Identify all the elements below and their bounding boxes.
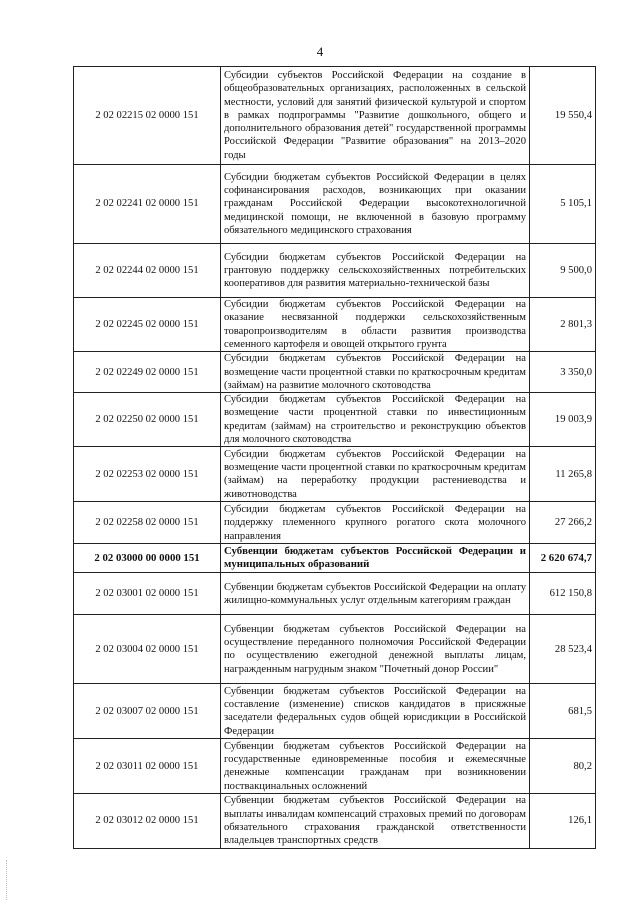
table-row — [74, 244, 596, 298]
table-row — [74, 739, 596, 794]
row-amount: 681,5 — [530, 684, 596, 739]
table-row — [74, 502, 596, 544]
row-amount: 3 350,0 — [530, 352, 596, 393]
table-row — [74, 794, 596, 848]
budget-code: 2 02 02250 02 0000 151 — [74, 393, 221, 447]
budget-code: 2 02 02215 02 0000 151 — [74, 67, 221, 165]
budget-code: 2 02 03011 02 0000 151 — [74, 739, 221, 794]
row-description: Субсидии бюджетам субъектов Российской Федерации на возмещение части процентной ставки по краткосрочным кредитам (займам) на развитие молочного скотоводства — [221, 352, 530, 393]
budget-code: 2 02 02258 02 0000 151 — [74, 502, 221, 544]
row-amount: 27 266,2 — [530, 502, 596, 544]
row-description: Субвенции бюджетам субъектов Российской Федерации на выплаты инвалидам компенсаций страховых премий по договорам обязательного страхования гражданской ответственности владельцев транспортных средств — [221, 794, 530, 848]
row-amount: 126,1 — [530, 794, 596, 848]
table-row — [74, 393, 596, 447]
budget-code: 2 02 02241 02 0000 151 — [74, 165, 221, 244]
budget-code: 2 02 03001 02 0000 151 — [74, 573, 221, 615]
row-amount: 612 150,8 — [530, 573, 596, 615]
row-description: Субсидии бюджетам субъектов Российской Федерации на возмещение части процентной ставки по инвестиционным кредитам (займам) на строительство и реконструкцию объектов для молочного скотоводства — [221, 393, 530, 447]
row-description: Субвенции бюджетам субъектов Российской Федерации на составление (изменение) списков кандидатов в присяжные заседатели федеральных судов общей юрисдикции в Российской Федерации — [221, 684, 530, 739]
row-amount: 80,2 — [530, 739, 596, 794]
row-amount: 2 801,3 — [530, 298, 596, 352]
budget-code: 2 02 02244 02 0000 151 — [74, 244, 221, 298]
row-amount: 28 523,4 — [530, 615, 596, 684]
row-description: Субсидии бюджетам субъектов Российской Федерации на возмещение части процентной ставки по краткосрочным кредитам (займам) на переработку продукции растениеводства и животноводства — [221, 447, 530, 502]
budget-code: 2 02 03012 02 0000 151 — [74, 794, 221, 848]
budget-table-body — [74, 67, 596, 849]
row-description: Субвенции бюджетам субъектов Российской Федерации на оплату жилищно-коммунальных услуг отдельным категориям граждан — [221, 573, 530, 615]
row-description: Субсидии бюджетам субъектов Российской Федерации на грантовую поддержку сельскохозяйственных потребительских кооперативов для развития материально-технической базы — [221, 244, 530, 298]
row-description: Субвенции бюджетам субъектов Российской Федерации на государственные единовременные пособия и ежемесячные денежные компенсации гражданам при возникновении поствакцинальных осложнений — [221, 739, 530, 794]
row-description: Субсидии субъектов Российской Федерации на создание в общеобразовательных организациях, расположенных в сельской местности, условий для занятий физической культурой и спортом в рамках подпрограммы "Развитие дошкольного, общего и дополнительного образования детей" государственной программы Российской Федерации "Развитие образования" на 2013–2020 годы — [221, 67, 530, 165]
table-row-section-total — [74, 544, 596, 573]
table-row — [74, 684, 596, 739]
row-amount: 2 620 674,7 — [530, 544, 596, 573]
table-row — [74, 573, 596, 615]
budget-code: 2 02 03000 00 0000 151 — [74, 544, 221, 573]
row-amount: 19 003,9 — [530, 393, 596, 447]
table-row — [74, 165, 596, 244]
row-amount: 11 265,8 — [530, 447, 596, 502]
row-description: Субвенции бюджетам субъектов Российской Федерации на осуществление переданного полномочия Российской Федерации по осуществлению ежегодной денежной выплаты лицам, награжденным нагрудным знаком "Почетный донор России" — [221, 615, 530, 684]
row-amount: 5 105,1 — [530, 165, 596, 244]
table-row — [74, 67, 596, 165]
table-row — [74, 447, 596, 502]
budget-code: 2 02 03007 02 0000 151 — [74, 684, 221, 739]
budget-code: 2 02 02245 02 0000 151 — [74, 298, 221, 352]
row-amount: 19 550,4 — [530, 67, 596, 165]
budget-code: 2 02 03004 02 0000 151 — [74, 615, 221, 684]
budget-table — [73, 66, 596, 849]
table-row — [74, 298, 596, 352]
table-row — [74, 615, 596, 684]
row-amount: 9 500,0 — [530, 244, 596, 298]
page-number: 4 — [316, 44, 324, 59]
row-description: Субсидии бюджетам субъектов Российской Федерации на поддержку племенного крупного рогатого скота молочного направления — [221, 502, 530, 544]
budget-code: 2 02 02249 02 0000 151 — [74, 352, 221, 393]
row-description: Субвенции бюджетам субъектов Российской Федерации и муниципальных образований — [221, 544, 530, 573]
row-description: Субсидии бюджетам субъектов Российской Федерации на оказание несвязанной поддержки сельскохозяйственным товаропроизводителям в области развития производства семенного картофеля и овощей открытого грунта — [221, 298, 530, 352]
row-description: Субсидии бюджетам субъектов Российской Федерации в целях софинансирования расходов, возникающих при оказании гражданам Российской Федерации высокотехнологичной медицинской помощи, не включенной в базовую программу обязательного медицинского страхования — [221, 165, 530, 244]
budget-code: 2 02 02253 02 0000 151 — [74, 447, 221, 502]
scan-margin-marks — [6, 860, 9, 900]
table-row — [74, 352, 596, 393]
